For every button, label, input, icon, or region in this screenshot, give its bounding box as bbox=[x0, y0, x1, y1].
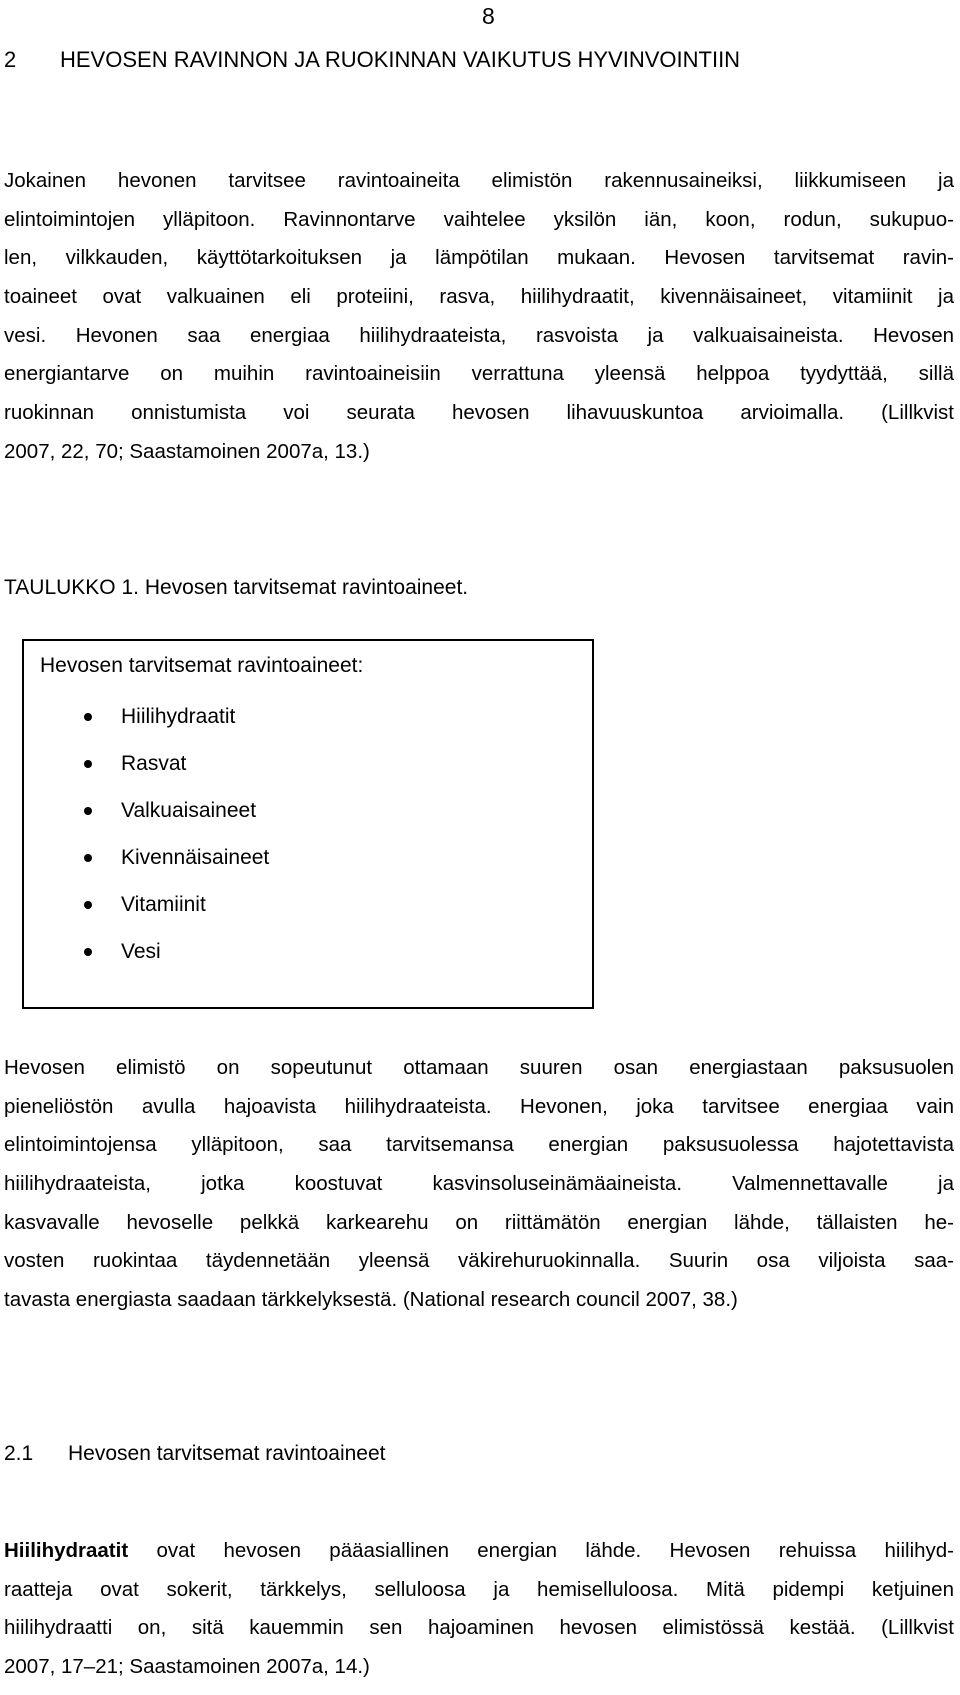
text-line: Jokainen hevonen tarvitsee ravintoaineita elimistön rakennusaineiksi, liikkumiseen ja bbox=[4, 169, 954, 192]
list-item-label: Vitamiinit bbox=[121, 893, 206, 916]
text-line: raatteja ovat sokerit, tärkkelys, selluloosa ja hemiselluloosa. Mitä pidempi ketjuinen bbox=[4, 1577, 954, 1601]
text-line: vosten ruokintaa täydennetään yleensä väkirehuruokinnalla. Suurin osa viljoista saa- bbox=[4, 1249, 954, 1273]
chapter-number: 2 bbox=[4, 47, 17, 72]
text-line: 2007, 17–21; Saastamoinen 2007a, 14.) bbox=[4, 1655, 370, 1679]
list-item-label: Rasvat bbox=[121, 752, 187, 775]
text-line: len, vilkkauden, käyttötarkoituksen ja lämpötilan mukaan. Hevosen tarvitsemat ravin- bbox=[4, 246, 954, 270]
text-line bbox=[4, 1532, 954, 1571]
section-title: Hevosen tarvitsemat ravintoaineet bbox=[68, 1442, 386, 1465]
text-line: hiilihydraatti on, sitä kauemmin sen hajoaminen hevosen elimistössä kestää. (Lillkvist bbox=[4, 1616, 954, 1640]
chapter-title: HEVOSEN RAVINNON JA RUOKINNAN VAIKUTUS HYVINVOINTIIN bbox=[60, 47, 741, 72]
text-span: ovat hevosen pääasiallinen energian lähde. Hevosen rehuissa hiilihyd- bbox=[128, 1539, 954, 1562]
list-item-label: Vesi bbox=[121, 940, 161, 963]
text-line: hiilihydraateista, jotka koostuvat kasvinsoluseinämäaineista. Valmennettavalle ja bbox=[4, 1172, 954, 1196]
list-item-label: Kivennäisaineet bbox=[121, 846, 270, 869]
bullet-icon bbox=[84, 901, 92, 909]
bullet-icon bbox=[84, 807, 92, 815]
list-item-label: Valkuaisaineet bbox=[121, 799, 257, 822]
intro-paragraph bbox=[4, 162, 954, 472]
text-line: vesi. Hevonen saa energiaa hiilihydraateista, rasvoista ja valkuaisaineista. Hevosen bbox=[4, 323, 954, 347]
bullet-icon bbox=[84, 854, 92, 862]
carbohydrate-paragraph bbox=[4, 1532, 954, 1687]
bold-term: Hiilihydraatit bbox=[4, 1539, 129, 1562]
text-line: toaineet ovat valkuainen eli proteiini, rasva, hiilihydraatit, kivennäisaineet, vitamiinit ja bbox=[4, 285, 954, 309]
text-line: ruokinnan onnistumista voi seurata hevosen lihavuuskuntoa arvioimalla. (Lillkvist bbox=[4, 401, 954, 425]
bullet-icon bbox=[84, 760, 92, 768]
text-line: Hevosen elimistö on sopeutunut ottamaan suuren osan energiastaan paksusuolen bbox=[4, 1056, 954, 1079]
text-line: energiantarve on muihin ravintoaineisiin verrattuna yleensä helppoa tyydyttää, sillä bbox=[4, 362, 954, 386]
bullet-icon bbox=[84, 713, 92, 721]
section-heading bbox=[4, 1439, 386, 1469]
energy-paragraph bbox=[4, 1049, 954, 1320]
section-number: 2.1 bbox=[4, 1442, 34, 1465]
text-line: elintoimintojen ylläpitoon. Ravinnontarve vaihtelee yksilön iän, koon, rodun, sukupuo- bbox=[4, 207, 954, 231]
table-caption: TAULUKKO 1. Hevosen tarvitsemat ravintoaineet. bbox=[4, 576, 469, 599]
page-number: 8 bbox=[482, 3, 495, 29]
text-line: pieneliöstön avulla hajoavista hiilihydraateista. Hevonen, joka tarvitsee energiaa vain bbox=[4, 1094, 954, 1118]
text-line: kasvavalle hevoselle pelkkä karkearehu on riittämätön energian lähde, tällaisten he- bbox=[4, 1210, 954, 1234]
chapter-heading bbox=[4, 46, 740, 74]
nutrient-table-box bbox=[22, 639, 594, 1009]
bullet-icon bbox=[84, 948, 92, 956]
text-line: tavasta energiasta saadaan tärkkelyksestä. (National research council 2007, 38.) bbox=[4, 1288, 738, 1312]
text-line: 2007, 22, 70; Saastamoinen 2007a, 13.) bbox=[4, 439, 370, 463]
list-item-label: Hiilihydraatit bbox=[121, 705, 236, 728]
nutrient-box-title: Hevosen tarvitsemat ravintoaineet: bbox=[40, 654, 364, 677]
text-line: elintoimintojensa ylläpitoon, saa tarvitsemansa energian paksusuolessa hajotettavista bbox=[4, 1133, 954, 1157]
